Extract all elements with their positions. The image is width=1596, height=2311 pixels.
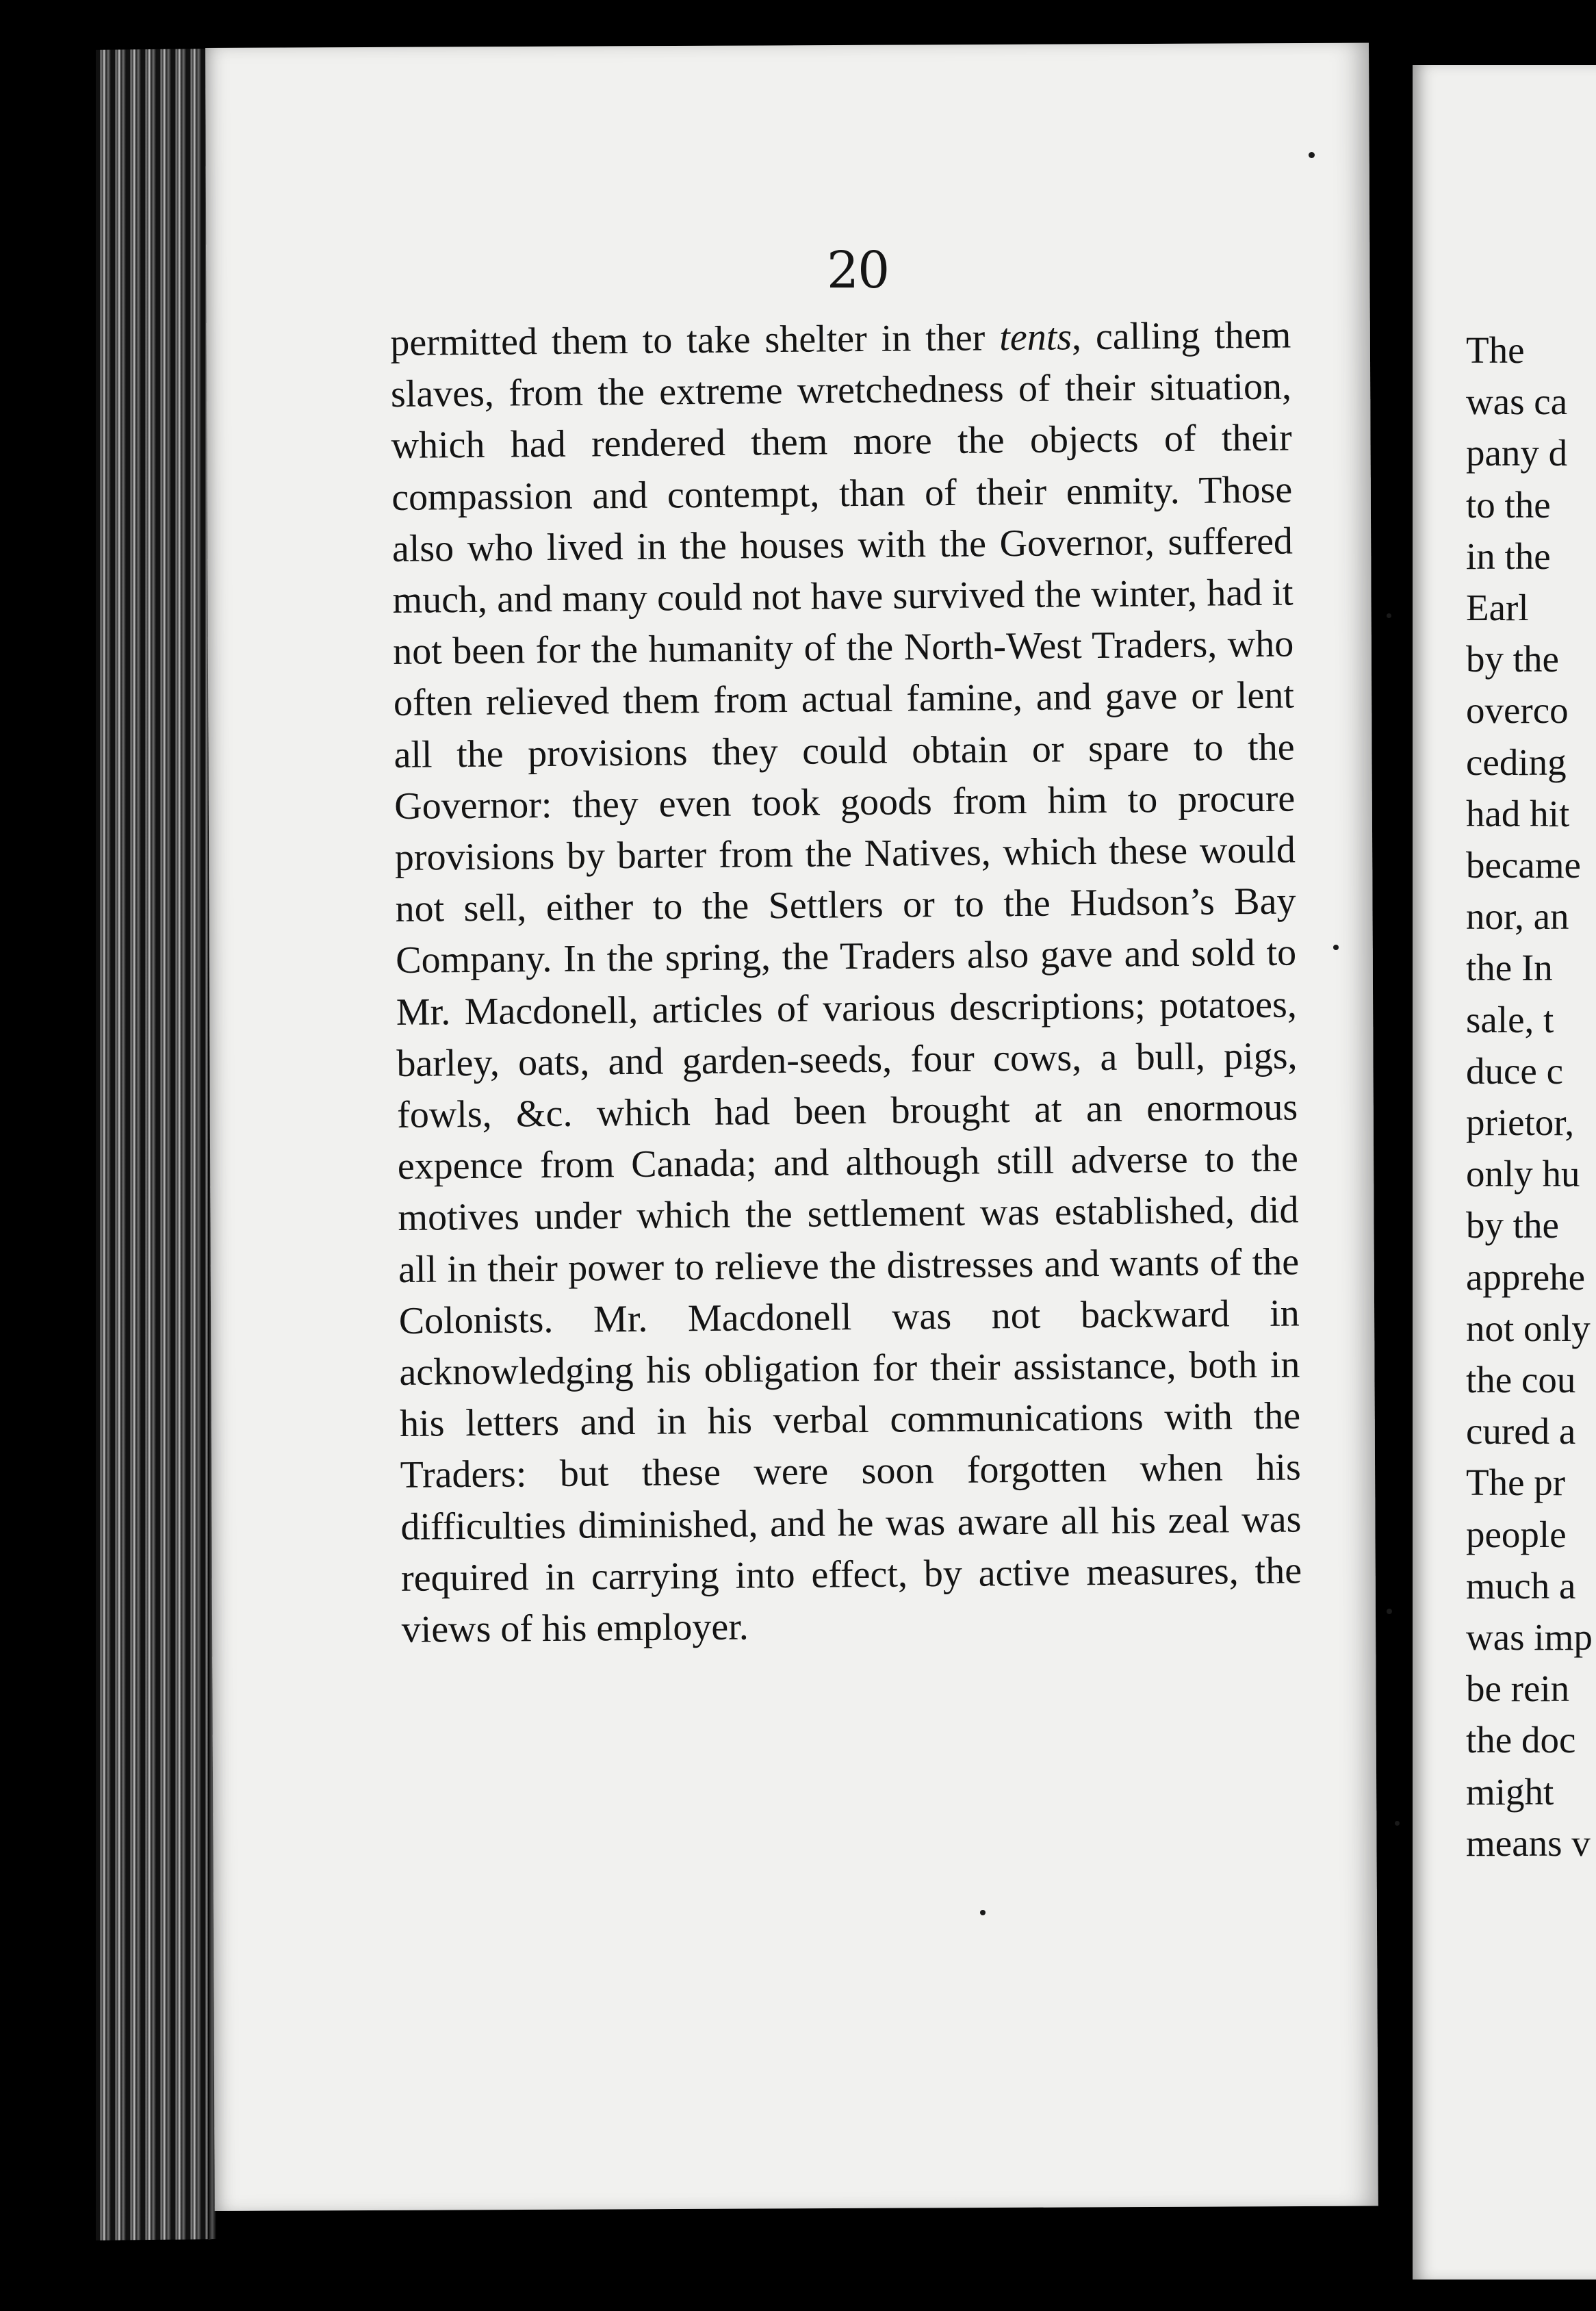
right-page-line: became — [1466, 844, 1581, 886]
speck — [1395, 1821, 1400, 1826]
right-page-line: by the — [1466, 1204, 1559, 1247]
right-page-line: apprehe — [1466, 1255, 1586, 1298]
right-page-line: was imp — [1466, 1616, 1593, 1659]
speck — [1387, 613, 1391, 618]
speck — [980, 1910, 986, 1915]
right-page-line: means v — [1466, 1822, 1591, 1864]
right-page-line: the cou — [1466, 1359, 1576, 1401]
speck — [1309, 152, 1315, 158]
right-page-line: duce c — [1466, 1049, 1563, 1092]
right-page-line: in the — [1466, 535, 1551, 577]
right-page-line: people — [1466, 1513, 1567, 1555]
right-page-line: nor, an — [1466, 895, 1569, 938]
right-page-line: much a — [1466, 1564, 1576, 1607]
right-page-line: to the — [1466, 483, 1551, 526]
right-page-line: The — [1466, 329, 1525, 371]
right-page-line: had hit — [1466, 792, 1570, 834]
speck — [1387, 1609, 1392, 1614]
page-number: 20 — [827, 241, 889, 300]
right-page-line: cured a — [1466, 1410, 1576, 1453]
body-text — [390, 310, 1302, 1657]
body-text-rest: , calling them slaves, from the extreme wretchedness of their situation, which had rendered them more the objects of their compassion and contempt, than of their enmity. Those also who lived in the houses with the Governor, suffered much, and many could not have survived the winter, had it not been for the humanity of the North-West Traders, who often relieved them from actual famine, and gave or lent all the provisions they could obtain or spare to the Governor: they even took goods from him to procure provisions by barter from the Natives, which these would not sell, either to the Settlers or to the Hudson’s Bay Company. In the spring, the Traders also gave and sold to Mr. Macdonell, articles of various descriptions; potatoes, barley, oats, and garden-seeds, four cows, a bull, pigs, fowls, &c. which had been brought at an enormous expence from Canada; and although still adverse to the motives under which the settlement was established, did all in their power to relieve the distresses and wants of the Colonists. Mr. Macdonell was not backward in acknowledging his obligation for their assistance, both in his letters and in his verbal communications with the Traders: but these were soon forgotten when his difficulties diminished, and he was aware all his zeal was required in carrying into effect, by active measures, the views of his employer. — [390, 314, 1302, 1652]
right-page-text — [1466, 324, 1593, 1869]
right-page-line: the In — [1466, 947, 1553, 989]
right-page-line: overco — [1466, 689, 1569, 732]
right-page-line: ceding — [1466, 741, 1567, 783]
speck — [1333, 945, 1339, 950]
right-page-line: not only — [1466, 1307, 1591, 1349]
body-text-start: permitted them to take shelter in ther — [390, 316, 1000, 364]
right-page-line: Earl — [1466, 587, 1529, 629]
page-edges — [96, 49, 212, 2240]
right-page-line: be rein — [1466, 1668, 1570, 1710]
right-page-line: only hu — [1466, 1153, 1580, 1195]
right-page-line: by the — [1466, 638, 1559, 680]
right-page-line: was ca — [1466, 381, 1568, 423]
right-page-line: The pr — [1466, 1461, 1566, 1504]
right-page-line: might — [1466, 1770, 1554, 1813]
right-page-line: sale, t — [1466, 998, 1554, 1040]
right-page-line: the doc — [1466, 1719, 1576, 1761]
right-page-line: prietor, — [1466, 1101, 1575, 1144]
right-page-line: pany d — [1466, 432, 1568, 474]
italic-word: tents — [999, 316, 1072, 359]
